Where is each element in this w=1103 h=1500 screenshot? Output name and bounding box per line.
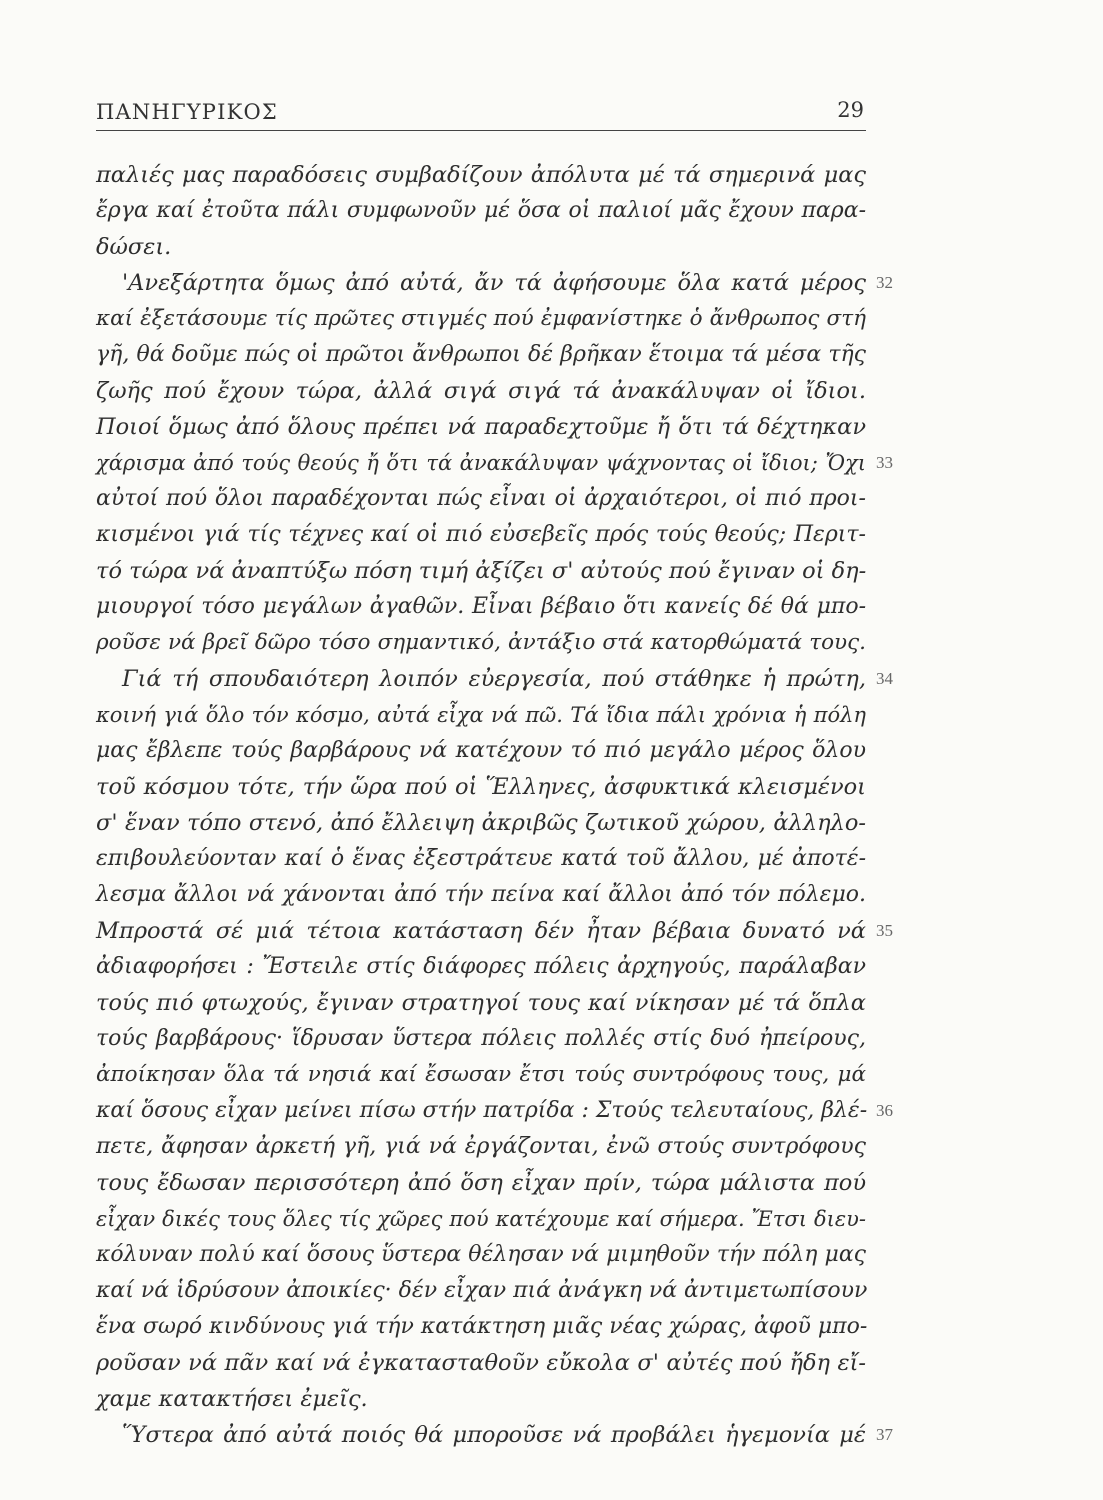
text-line: μας ἔβλεπε τούς βαρβάρους νά κατέχουν τό πιό μεγάλο μέρος ὅλου <box>96 738 866 763</box>
text-line: ζωῆς πού ἔχουν τώρα, ἀλλά σιγά σιγά τά ἀνακάλυψαν οἱ ἴδιοι. <box>96 378 866 404</box>
text-line: τούς πιό φτωχούς, ἔγιναν στρατηγοί τους καί νίκησαν μέ τά ὅπλα <box>96 990 866 1016</box>
text-line: Μπροστά σέ μιά τέτοια κατάσταση δέν ἦταν βέβαια δυνατό νά <box>96 918 866 944</box>
text-line: χαμε κατακτήσει ἐμεῖς. <box>96 1386 368 1412</box>
text-line: επιβουλεύονταν καί ὁ ἕνας ἐξεστράτευε κατά τοῦ ἄλλου, μέ ἀποτέ- <box>96 846 866 871</box>
text-line: ἔργα καί ἐτοῦτα πάλι συμφωνοῦν μέ ὅσα οἱ παλιοί μᾶς ἔχουν παρα- <box>96 198 866 223</box>
text-line: εἶχαν δικές τους ὅλες τίς χῶρες πού κατέχουμε καί σήμερα. Ἔτσι διευ- <box>96 1207 866 1231</box>
margin-number: 33 <box>876 453 893 472</box>
text-line: καί ἐξετάσουμε τίς πρῶτες στιγμές πού ἐμφανίστηκε ὁ ἄνθρωπος στή <box>96 306 866 331</box>
text-line: παλιές μας παραδόσεις συμβαδίζουν ἀπόλυτα μέ τά σημερινά μας <box>96 162 866 188</box>
text-line: τούς βαρβάρους· ἵδρυσαν ὕστερα πόλεις πολλές στίς δυό ἠπείρους, <box>96 1026 866 1051</box>
text-line: γῆ, θά δοῦμε πώς οἱ πρῶτοι ἄνθρωποι δέ βρῆκαν ἕτοιμα τά μέσα τῆς <box>96 342 866 367</box>
margin-number: 36 <box>876 1101 893 1120</box>
running-header <box>96 96 866 131</box>
text-line: ροῦσε νά βρεῖ δῶρο τόσο σημαντικό, ἀντάξιο στά κατορθώματά τους. <box>96 630 866 655</box>
text-line: κοινή γιά ὅλο τόν κόσμο, αὐτά εἶχα νά πῶ. Τά ἴδια πάλι χρόνια ἡ πόλη <box>96 703 866 727</box>
text-line: λεσμα ἄλλοι νά χάνονται ἀπό τήν πείνα καί ἄλλοι ἀπό τόν πόλεμο. <box>96 882 866 907</box>
text-line: σ' ἕναν τόπο στενό, ἀπό ἔλλειψη ἀκριβῶς ζωτικοῦ χώρου, ἀλληλο- <box>96 810 866 836</box>
text-line: τους ἔδωσαν περισσότερη ἀπό ὅση εἶχαν πρίν, τώρα μάλιστα πού <box>96 1170 866 1196</box>
text-line: ροῦσαν νά πᾶν καί νά ἐγκατασταθοῦν εὔκολα σ' αὐτές πού ἤδη εἴ- <box>96 1350 866 1376</box>
text-line: καί ὅσους εἶχαν μείνει πίσω στήν πατρίδα : Στούς τελευταίους, βλέ- <box>96 1098 868 1123</box>
text-line: δώσει. <box>96 234 172 260</box>
text-line: Ὕστερα ἀπό αὐτά ποιός θά μποροῦσε νά προβάλει ἡγεμονία μέ <box>122 1422 866 1448</box>
text-line: 'Ανεξάρτητα ὅμως ἀπό αὐτά, ἄν τά ἀφήσουμε ὅλα κατά μέρος <box>122 270 866 296</box>
text-line: καί νά ἱδρύσουν ἀποικίες· δέν εἶχαν πιά ἀνάγκη νά ἀντιμετωπίσουν <box>96 1278 868 1303</box>
margin-number: 32 <box>876 273 893 292</box>
margin-number: 34 <box>876 669 893 688</box>
margin-number: 37 <box>876 1425 893 1444</box>
text-line: μιουργοί τόσο μεγάλων ἀγαθῶν. Εἶναι βέβαιο ὅτι κανείς δέ θά μπο- <box>96 594 866 619</box>
text-line: κόλυναν πολύ καί ὅσους ὕστερα θέλησαν νά μιμηθοῦν τήν πόλη μας <box>96 1242 866 1267</box>
text-line: ἀδιαφορήσει : Ἔστειλε στίς διάφορες πόλεις ἀρχηγούς, παράλαβαν <box>96 954 866 979</box>
text-line: τοῦ κόσμου τότε, τήν ὥρα πού οἱ Ἕλληνες, ἀσφυκτικά κλεισμένοι <box>96 774 866 800</box>
page-number: 29 <box>837 98 864 122</box>
text-line: ἀποίκησαν ὅλα τά νησιά καί ἔσωσαν ἔτσι τούς συντρόφους τους, μά <box>96 1062 866 1087</box>
text-line: χάρισμα ἀπό τούς θεούς ἤ ὅτι τά ἀνακάλυψαν ψάχνοντας οἱ ἴδιοι; Ὄχι <box>96 451 866 475</box>
running-title: ΠΑΝΗΓΥΡΙΚΟΣ <box>96 100 278 124</box>
text-line: κισμένοι γιά τίς τέχνες καί οἱ πιό εὐσεβεῖς πρός τούς θεούς; Περιτ- <box>96 522 866 547</box>
text-line: αὐτοί πού ὅλοι παραδέχονται πώς εἶναι οἱ ἀρχαιότεροι, οἱ πιό προι- <box>96 486 866 511</box>
text-line: πετε, ἄφησαν ἀρκετή γῆ, γιά νά ἐργάζονται, ἐνῶ στούς συντρόφους <box>96 1134 866 1159</box>
text-line: ἕνα σωρό κινδύνους γιά τήν κατάκτηση μιᾶς νέας χώρας, ἀφοῦ μπο- <box>96 1314 868 1339</box>
text-line: Ποιοί ὅμως ἀπό ὅλους πρέπει νά παραδεχτοῦμε ἤ ὅτι τά δέχτηκαν <box>96 414 866 440</box>
text-line: τό τώρα νά ἀναπτύξω πόση τιμή ἀξίζει σ' αὐτούς πού ἔγιναν οἱ δη- <box>96 558 867 584</box>
text-line: Γιά τή σπουδαιότερη λοιπόν εὐεργεσία, πού στάθηκε ἡ πρώτη, <box>122 666 866 692</box>
margin-number: 35 <box>876 921 893 940</box>
